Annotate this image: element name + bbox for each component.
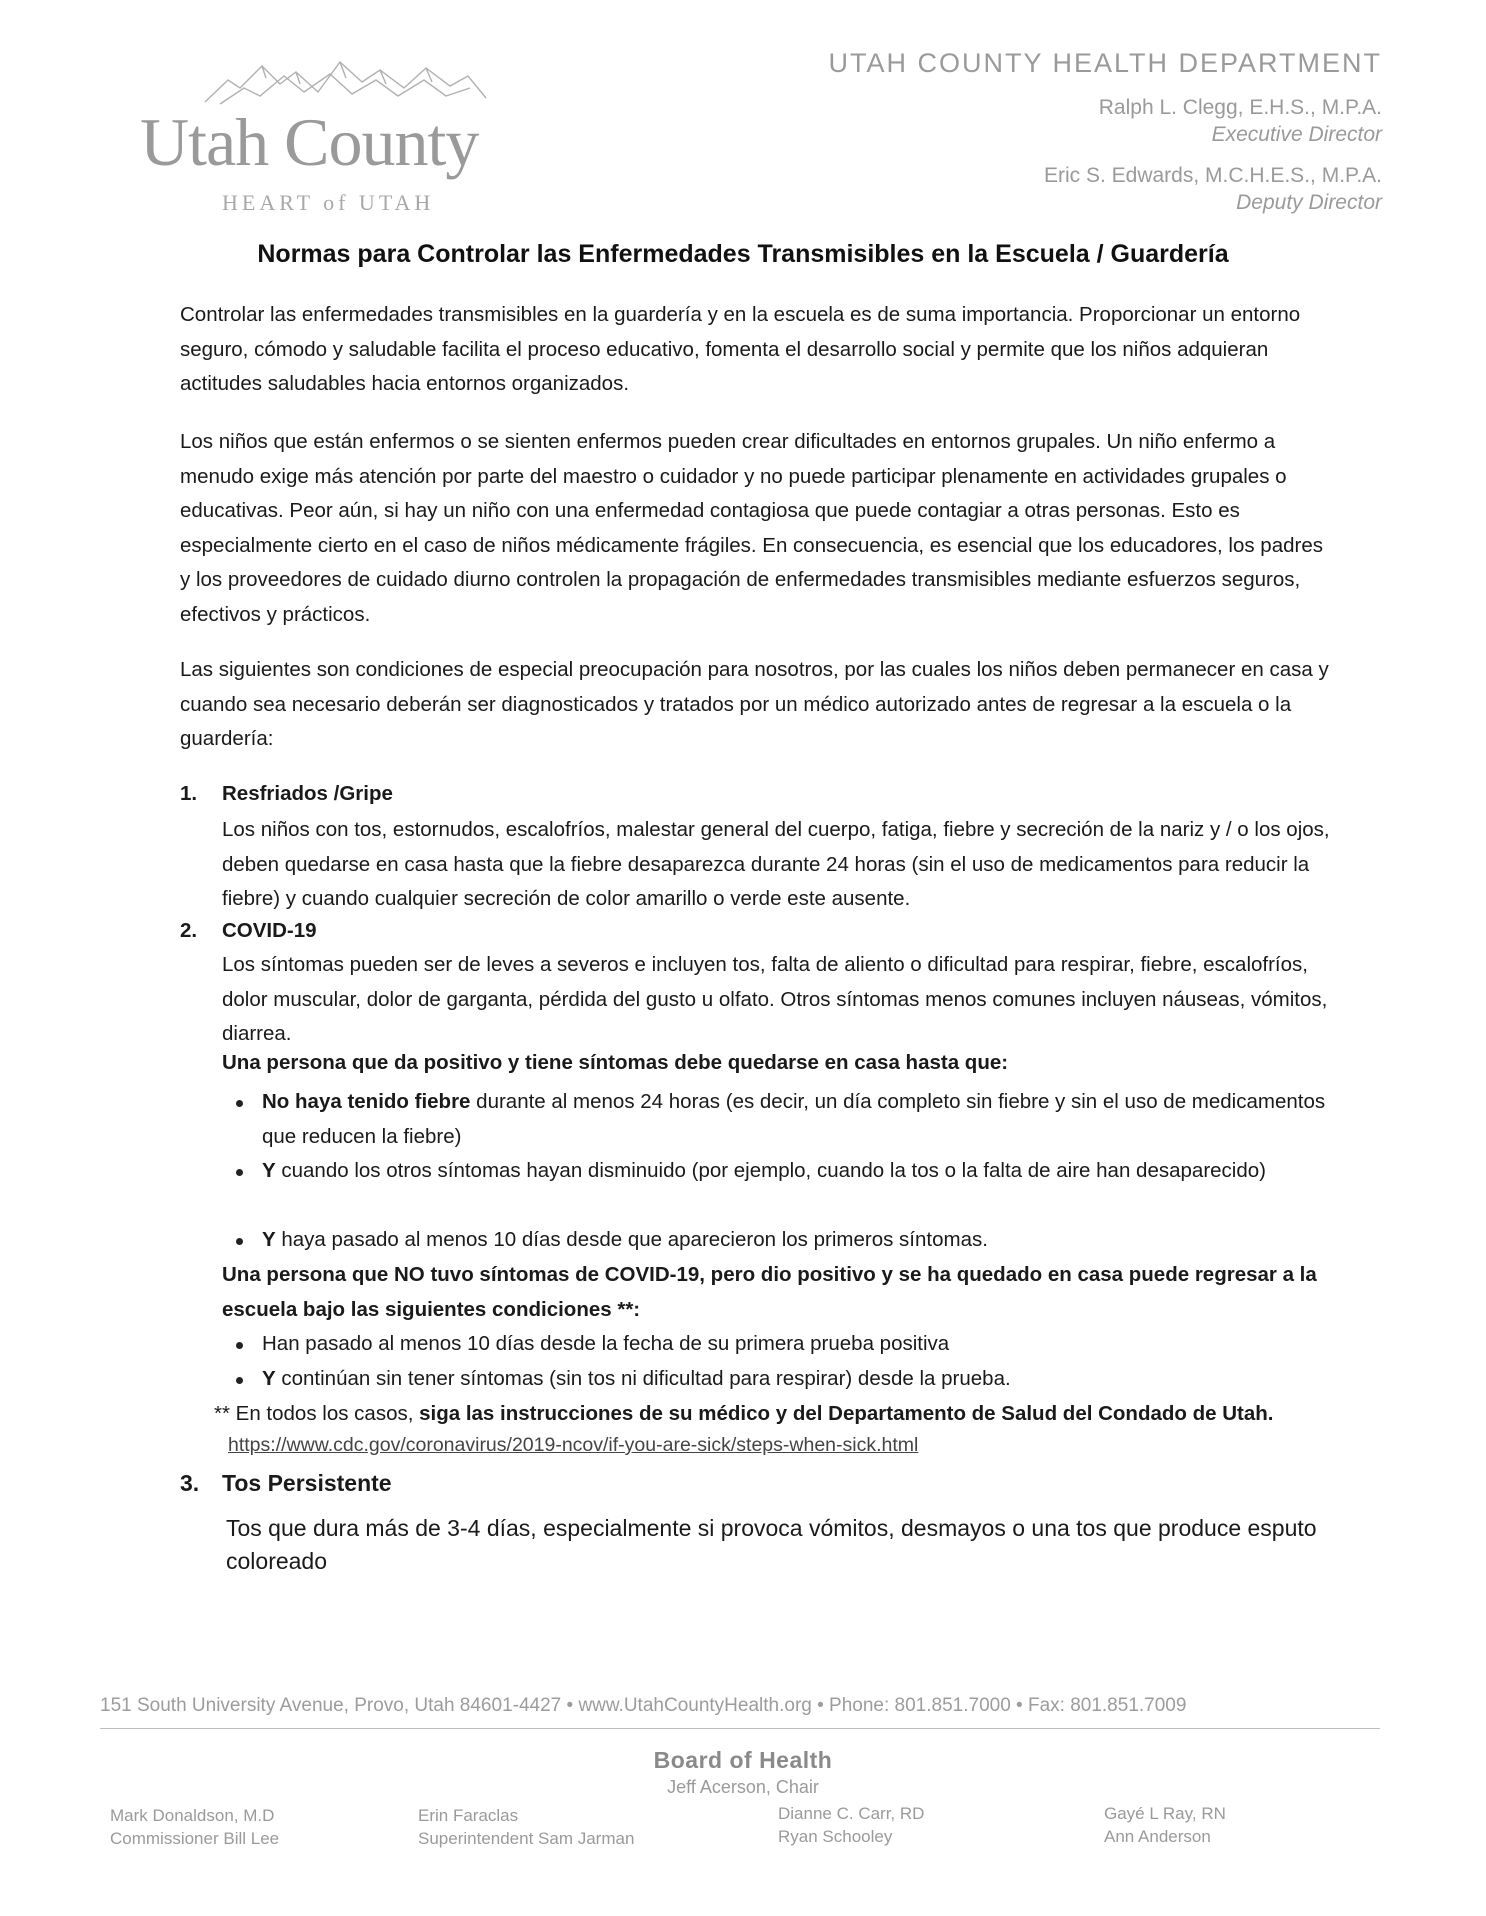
board-of-health-title: Board of Health — [653, 1747, 833, 1773]
item-heading-covid: COVID-19 — [222, 919, 317, 942]
member-line: Dianne C. Carr, RD — [778, 1804, 925, 1823]
intro-paragraph: Controlar las enfermedades transmisibles en la guardería y en la escuela es de suma importancia. Proporcionar un entorno seguro, cómodo y saludable facilita el proceso educativo, fomenta el desarrollo social y permite que los niños adquieran actitudes saludables hacia entornos organizados. — [180, 303, 1301, 395]
cdc-link[interactable]: https://www.cdc.gov/coronavirus/2019-ncov/if-you-are-sick/steps-when-sick.html — [228, 1434, 919, 1456]
bullet-icon — [236, 1377, 243, 1384]
board-member-column — [778, 1802, 924, 1848]
bullet-bold: Y — [262, 1367, 276, 1390]
bullet-icon — [236, 1342, 243, 1349]
board-member-column — [1104, 1802, 1226, 1848]
bullet-icon — [236, 1169, 243, 1176]
staff-executive-director — [1099, 94, 1382, 148]
department-name: UTAH COUNTY HEALTH DEPARTMENT — [828, 48, 1382, 78]
bullet-text: continúan sin tener síntomas (sin tos ni dificultad para respirar) desde la prueba. — [275, 1367, 1011, 1390]
footer-address: 151 South University Avenue, Provo, Utah 84601-4427 • www.UtahCountyHealth.org • Phone: 801.851.7000 • Fax: 801.851.7009 — [100, 1695, 1187, 1716]
sick-children-paragraph: Los niños que están enfermos o se sienten enfermos pueden crear dificultades en entornos grupales. Un niño enfermo a menudo exige más atención por parte del maestro o cuidador y no puede participar plenamente en actividades grupales o educativas. Peor aún, si hay un niño con una enfermedad contagiosa que puede contagiar a otras personas. Esto es especialmente cierto en el caso de niños médicamente frágiles. En consecuencia, es esencial que los educadores, los padres y los proveedores de cuidado diurno controlen la propagación de enfermedades transmisibles mediante esfuerzos seguros, efectivos y prácticos. — [180, 430, 1323, 626]
item-number: 3. — [180, 1470, 200, 1496]
list-item — [262, 1223, 1332, 1258]
member-line: Gayé L Ray, RN — [1104, 1804, 1226, 1823]
bullet-icon — [236, 1100, 243, 1107]
bullet-bold: Y — [262, 1159, 276, 1182]
list-item — [262, 1362, 1332, 1397]
covid-asymptomatic-heading: Una persona que NO tuvo síntomas de COVID-19, pero dio positivo y se ha quedado en casa puede regresar a la escuela bajo las siguientes condiciones **: — [222, 1263, 1317, 1321]
document-title: Normas para Controlar las Enfermedades Transmisibles en la Escuela / Guardería — [257, 240, 1229, 268]
member-line: Ryan Schooley — [778, 1827, 893, 1846]
bullet-text: Han pasado al menos 10 días desde la fecha de su primera prueba positiva — [262, 1332, 950, 1355]
logo-tagline: HEART of UTAH — [222, 190, 435, 215]
conditions-intro-paragraph: Las siguientes son condiciones de especial preocupación para nosotros, por las cuales los niños deben permanecer en casa y cuando sea necesario deberán ser diagnosticados y tratados por un médico autorizado antes de regresar a la escuela o la guardería: — [180, 658, 1329, 750]
staff-name: Ralph L. Clegg, E.H.S., M.P.A. — [1098, 96, 1382, 119]
note-bold: siga las instrucciones de su médico y del Departamento de Salud del Condado de Utah. — [419, 1402, 1274, 1425]
item-heading-colds-flu: Resfriados /Gripe — [222, 782, 393, 805]
bullet-bold: Y — [262, 1228, 276, 1251]
footer-divider — [100, 1728, 1380, 1729]
list-item — [262, 1154, 1332, 1189]
member-line: Erin Faraclas — [418, 1806, 519, 1825]
list-item — [262, 1327, 1332, 1362]
bullet-bold: No haya tenido fiebre — [262, 1090, 471, 1113]
item-number: 1. — [180, 782, 198, 805]
list-item — [262, 1085, 1332, 1154]
bullet-text: durante al menos 24 horas (es decir, un día completo sin fiebre y sin el uso de medicamentos que reducen la fiebre) — [262, 1090, 1326, 1148]
member-line: Mark Donaldson, M.D — [110, 1806, 275, 1825]
board-chair: Jeff Acerson, Chair — [667, 1777, 819, 1797]
member-line: Commissioner Bill Lee — [110, 1829, 280, 1848]
item-heading-persistent-cough: Tos Persistente — [222, 1470, 392, 1496]
staff-role: Deputy Director — [1236, 191, 1382, 214]
item-body-persistent-cough: Tos que dura más de 3-4 días, especialmente si provoca vómitos, desmayos o una tos que produce esputo coloreado — [226, 1515, 1317, 1574]
bullet-icon — [236, 1238, 243, 1245]
logo-wordmark: Utah County — [140, 104, 479, 180]
bullet-text: haya pasado al menos 10 días desde que aparecieron los primeros síntomas. — [275, 1228, 988, 1251]
note-prefix: ** En todos los casos, — [214, 1402, 420, 1425]
item-body-covid: Los síntomas pueden ser de leves a severos e incluyen tos, falta de aliento o dificultad para respirar, fiebre, escalofríos, dolor muscular, dolor de garganta, pérdida del gusto u olfato. Otros síntomas menos comunes incluyen náuseas, vómitos, diarrea. — [222, 953, 1328, 1045]
item-number: 2. — [180, 919, 198, 942]
bullet-text: cuando los otros síntomas hayan disminuido (por ejemplo, cuando la tos o la falta de aire han desaparecido) — [275, 1159, 1266, 1182]
covid-positive-heading: Una persona que da positivo y tiene síntomas debe quedarse en casa hasta que: — [222, 1051, 1009, 1074]
staff-deputy-director — [1044, 162, 1382, 216]
covid-note — [214, 1397, 1334, 1432]
staff-role: Executive Director — [1211, 123, 1382, 146]
item-body-colds-flu: Los niños con tos, estornudos, escalofríos, malestar general del cuerpo, fatiga, fiebre y secreción de la nariz y / o los ojos, deben quedarse en casa hasta que la fiebre desaparezca durante 24 horas (sin el uso de medicamentos para reducir la fiebre) y cuando cualquier secreción de color amarillo o verde este ausente. — [222, 818, 1330, 910]
board-member-column — [110, 1804, 279, 1850]
member-line: Ann Anderson — [1104, 1827, 1211, 1846]
board-member-column — [418, 1804, 634, 1850]
staff-name: Eric S. Edwards, M.C.H.E.S., M.P.A. — [1043, 164, 1382, 187]
member-line: Superintendent Sam Jarman — [418, 1829, 635, 1848]
